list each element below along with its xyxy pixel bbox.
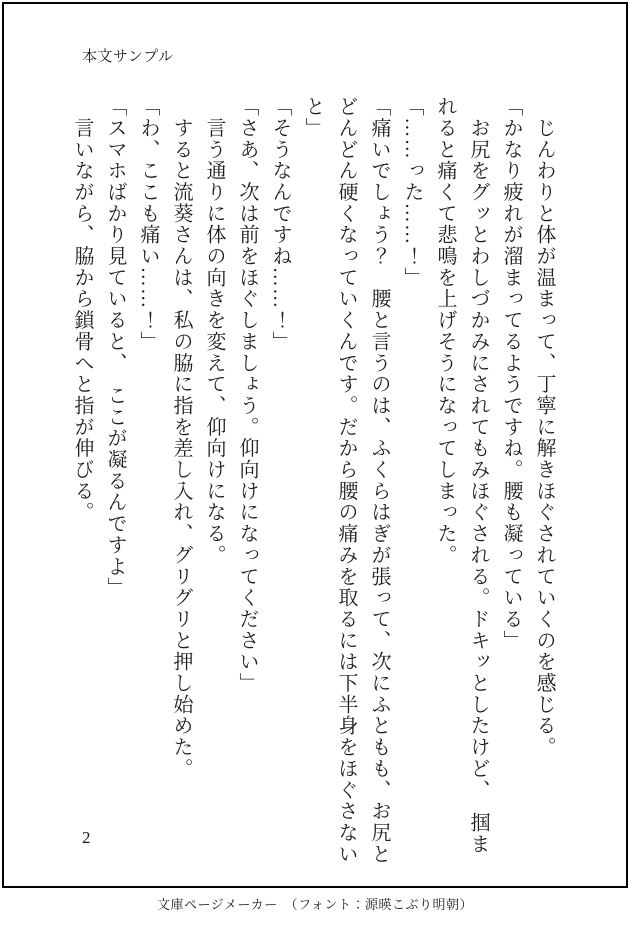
- paragraph: すると流葵さんは、私の脇に指を差し入れ、グリグリと押し始めた。: [170, 96, 192, 780]
- paragraph: 「わ、ここも痛い……！」: [137, 96, 159, 353]
- page-header: 本文サンプル: [82, 49, 174, 65]
- paragraph: 「痛いでしょう？ 腰と言うのは、ふくらはぎが張って、次にふともも、お尻とどんどん硬くなっていくんです。だから腰の痛みを取るには下半身をほぐさないと」: [302, 96, 390, 865]
- paragraph: 「さあ、次は前をほぐしましょう。仰向けになってください」: [236, 96, 258, 694]
- paragraph: 「……った……！」: [401, 96, 423, 289]
- paragraph: 「かなり疲れが溜まってるようですね。腰も凝っている」: [500, 96, 522, 652]
- page-number: 2: [82, 828, 91, 847]
- paragraph: お尻をグッとわしづかみにされてもみほぐされる。ドキッとしたけど、 掴まれると痛くて悲鳴を上げそうになってしまった。: [434, 96, 489, 855]
- paragraph: 言いながら、脇から鎖骨へと指が伸びる。: [71, 96, 93, 523]
- body-text: [65, 96, 560, 868]
- paragraph: じんわりと体が温まって、丁寧に解きほぐされていくのを感じる。: [533, 96, 555, 758]
- page-footer: 文庫ページメーカー （フォント：源暎こぶり明朝）: [157, 897, 473, 912]
- paragraph: 言う通りに体の向きを変えて、仰向けになる。: [203, 96, 225, 566]
- paragraph: 「そうなんですね……！」: [269, 96, 291, 353]
- paragraph: 「スマホばかり見ていると、 ここが凝るんですよ」: [104, 96, 126, 599]
